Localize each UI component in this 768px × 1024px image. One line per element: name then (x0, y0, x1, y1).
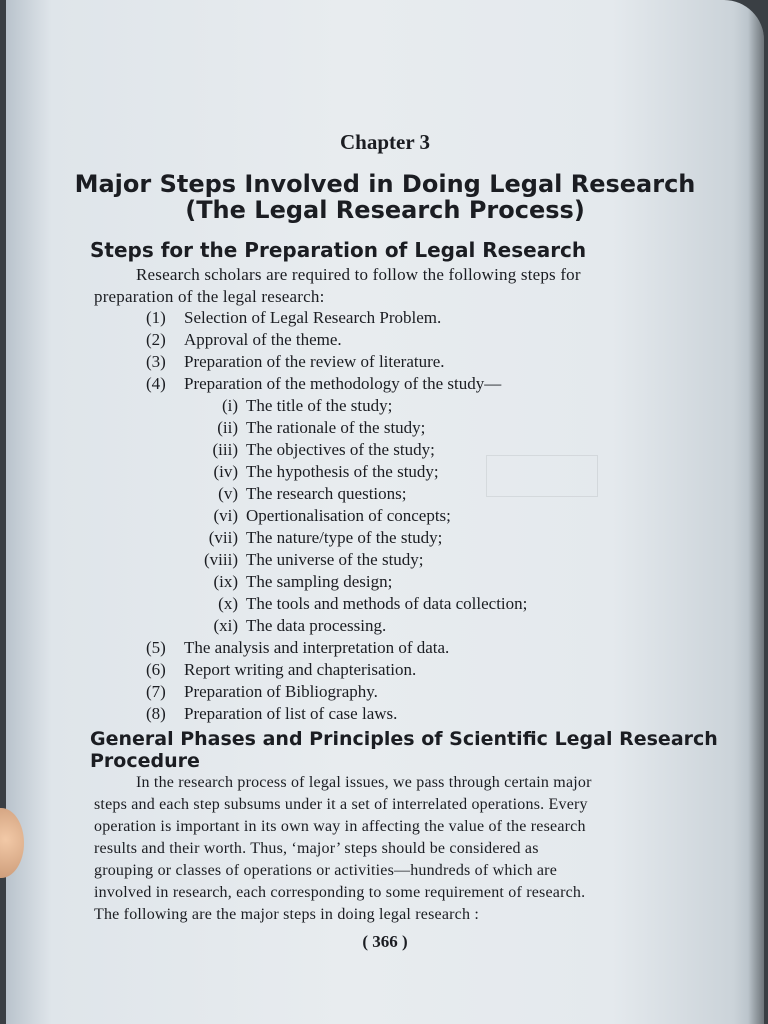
sub-item (6, 418, 425, 438)
sub-item-number: (xi) (213, 616, 238, 635)
sub-item (6, 440, 435, 460)
sub-item-text: The title of the study; (246, 396, 393, 415)
list-item (146, 374, 501, 394)
sub-item (6, 616, 386, 636)
sub-item (6, 396, 392, 416)
list-item (146, 704, 397, 724)
list-item (146, 330, 342, 350)
list-item-number: (5) (146, 638, 166, 657)
list-item-number: (1) (146, 308, 166, 327)
paragraph-line: In the research process of legal issues, we pass through certain major (136, 774, 592, 791)
paragraph-line: results and their worth. Thus, ‘major’ steps should be considered as (94, 840, 539, 857)
sub-item-number: (iv) (213, 462, 238, 481)
paragraph-line: involved in research, each corresponding to some requirement of research. (94, 884, 586, 901)
sub-item-text: The objectives of the study; (246, 440, 435, 459)
sub-item-number: (viii) (204, 550, 238, 569)
intro-line-1: Research scholars are required to follow the following steps for (136, 265, 581, 284)
list-item (146, 660, 416, 680)
list-item-text: Preparation of the methodology of the study— (184, 374, 502, 393)
chapter-title-line1: Major Steps Involved in Doing Legal Research (74, 170, 696, 198)
paragraph-line: grouping or classes of operations or activities—hundreds of which are (94, 862, 558, 879)
page-number: ( 366 ) (362, 932, 408, 951)
sub-item-number: (x) (218, 594, 238, 613)
sub-item-number: (vi) (213, 506, 238, 525)
page-curve-shadow (748, 0, 764, 1024)
list-item-text: Selection of Legal Research Problem. (184, 308, 442, 327)
sub-item-number: (vii) (208, 528, 238, 547)
sub-item (6, 528, 442, 548)
intro-line-2: preparation of the legal research: (94, 287, 325, 306)
sub-item-number: (ii) (217, 418, 238, 437)
section-heading-phases-cont: Procedure (90, 750, 200, 772)
paragraph-line: The following are the major steps in doing legal research : (94, 906, 480, 923)
sub-item-text: The tools and methods of data collection; (246, 594, 528, 613)
list-item-number: (7) (146, 682, 166, 701)
sub-item-number: (iii) (212, 440, 238, 459)
sub-item (6, 506, 451, 526)
list-item-text: Preparation of Bibliography. (184, 682, 378, 701)
paragraph-line: operation is important in its own way in affecting the value of the research (94, 818, 586, 835)
list-item-text: Report writing and chapterisation. (184, 660, 417, 679)
sub-item-text: The universe of the study; (246, 550, 424, 569)
list-item (146, 352, 445, 372)
list-item-number: (2) (146, 330, 166, 349)
list-item-number: (3) (146, 352, 166, 371)
sub-item-text: Opertionalisation of concepts; (246, 506, 451, 525)
show-through-box (486, 455, 598, 497)
sub-item-text: The data processing. (246, 616, 387, 635)
list-item (146, 308, 441, 328)
list-item-text: Preparation of the review of literature. (184, 352, 445, 371)
list-item (146, 682, 378, 702)
sub-item-text: The sampling design; (246, 572, 393, 591)
sub-item (6, 484, 407, 504)
sub-item-number: (i) (221, 396, 238, 415)
sub-item (6, 550, 424, 570)
chapter-title-line2: (The Legal Research Process) (185, 196, 585, 224)
section-heading-phases: General Phases and Principles of Scientific Legal Research (90, 728, 718, 750)
list-item (146, 638, 449, 658)
list-item-text: Approval of the theme. (184, 330, 342, 349)
list-item-text: The analysis and interpretation of data. (184, 638, 450, 657)
sub-item-number: (ix) (213, 572, 238, 591)
chapter-label: Chapter 3 (339, 130, 431, 154)
list-item-number: (4) (146, 374, 166, 393)
section-heading-steps: Steps for the Preparation of Legal Research (90, 238, 587, 262)
sub-item-number: (v) (218, 484, 238, 503)
sub-item-text: The nature/type of the study; (246, 528, 443, 547)
list-item-text: Preparation of list of case laws. (184, 704, 398, 723)
book-page (6, 0, 764, 1024)
sub-item-text: The rationale of the study; (246, 418, 426, 437)
list-item-number: (8) (146, 704, 166, 723)
sub-item (6, 594, 527, 614)
sub-item-text: The hypothesis of the study; (246, 462, 439, 481)
sub-item (6, 462, 439, 482)
list-item-number: (6) (146, 660, 166, 679)
paragraph-line: steps and each step subsums under it a set of interrelated operations. Every (94, 796, 588, 813)
sub-item-text: The research questions; (246, 484, 407, 503)
sub-item (6, 572, 392, 592)
